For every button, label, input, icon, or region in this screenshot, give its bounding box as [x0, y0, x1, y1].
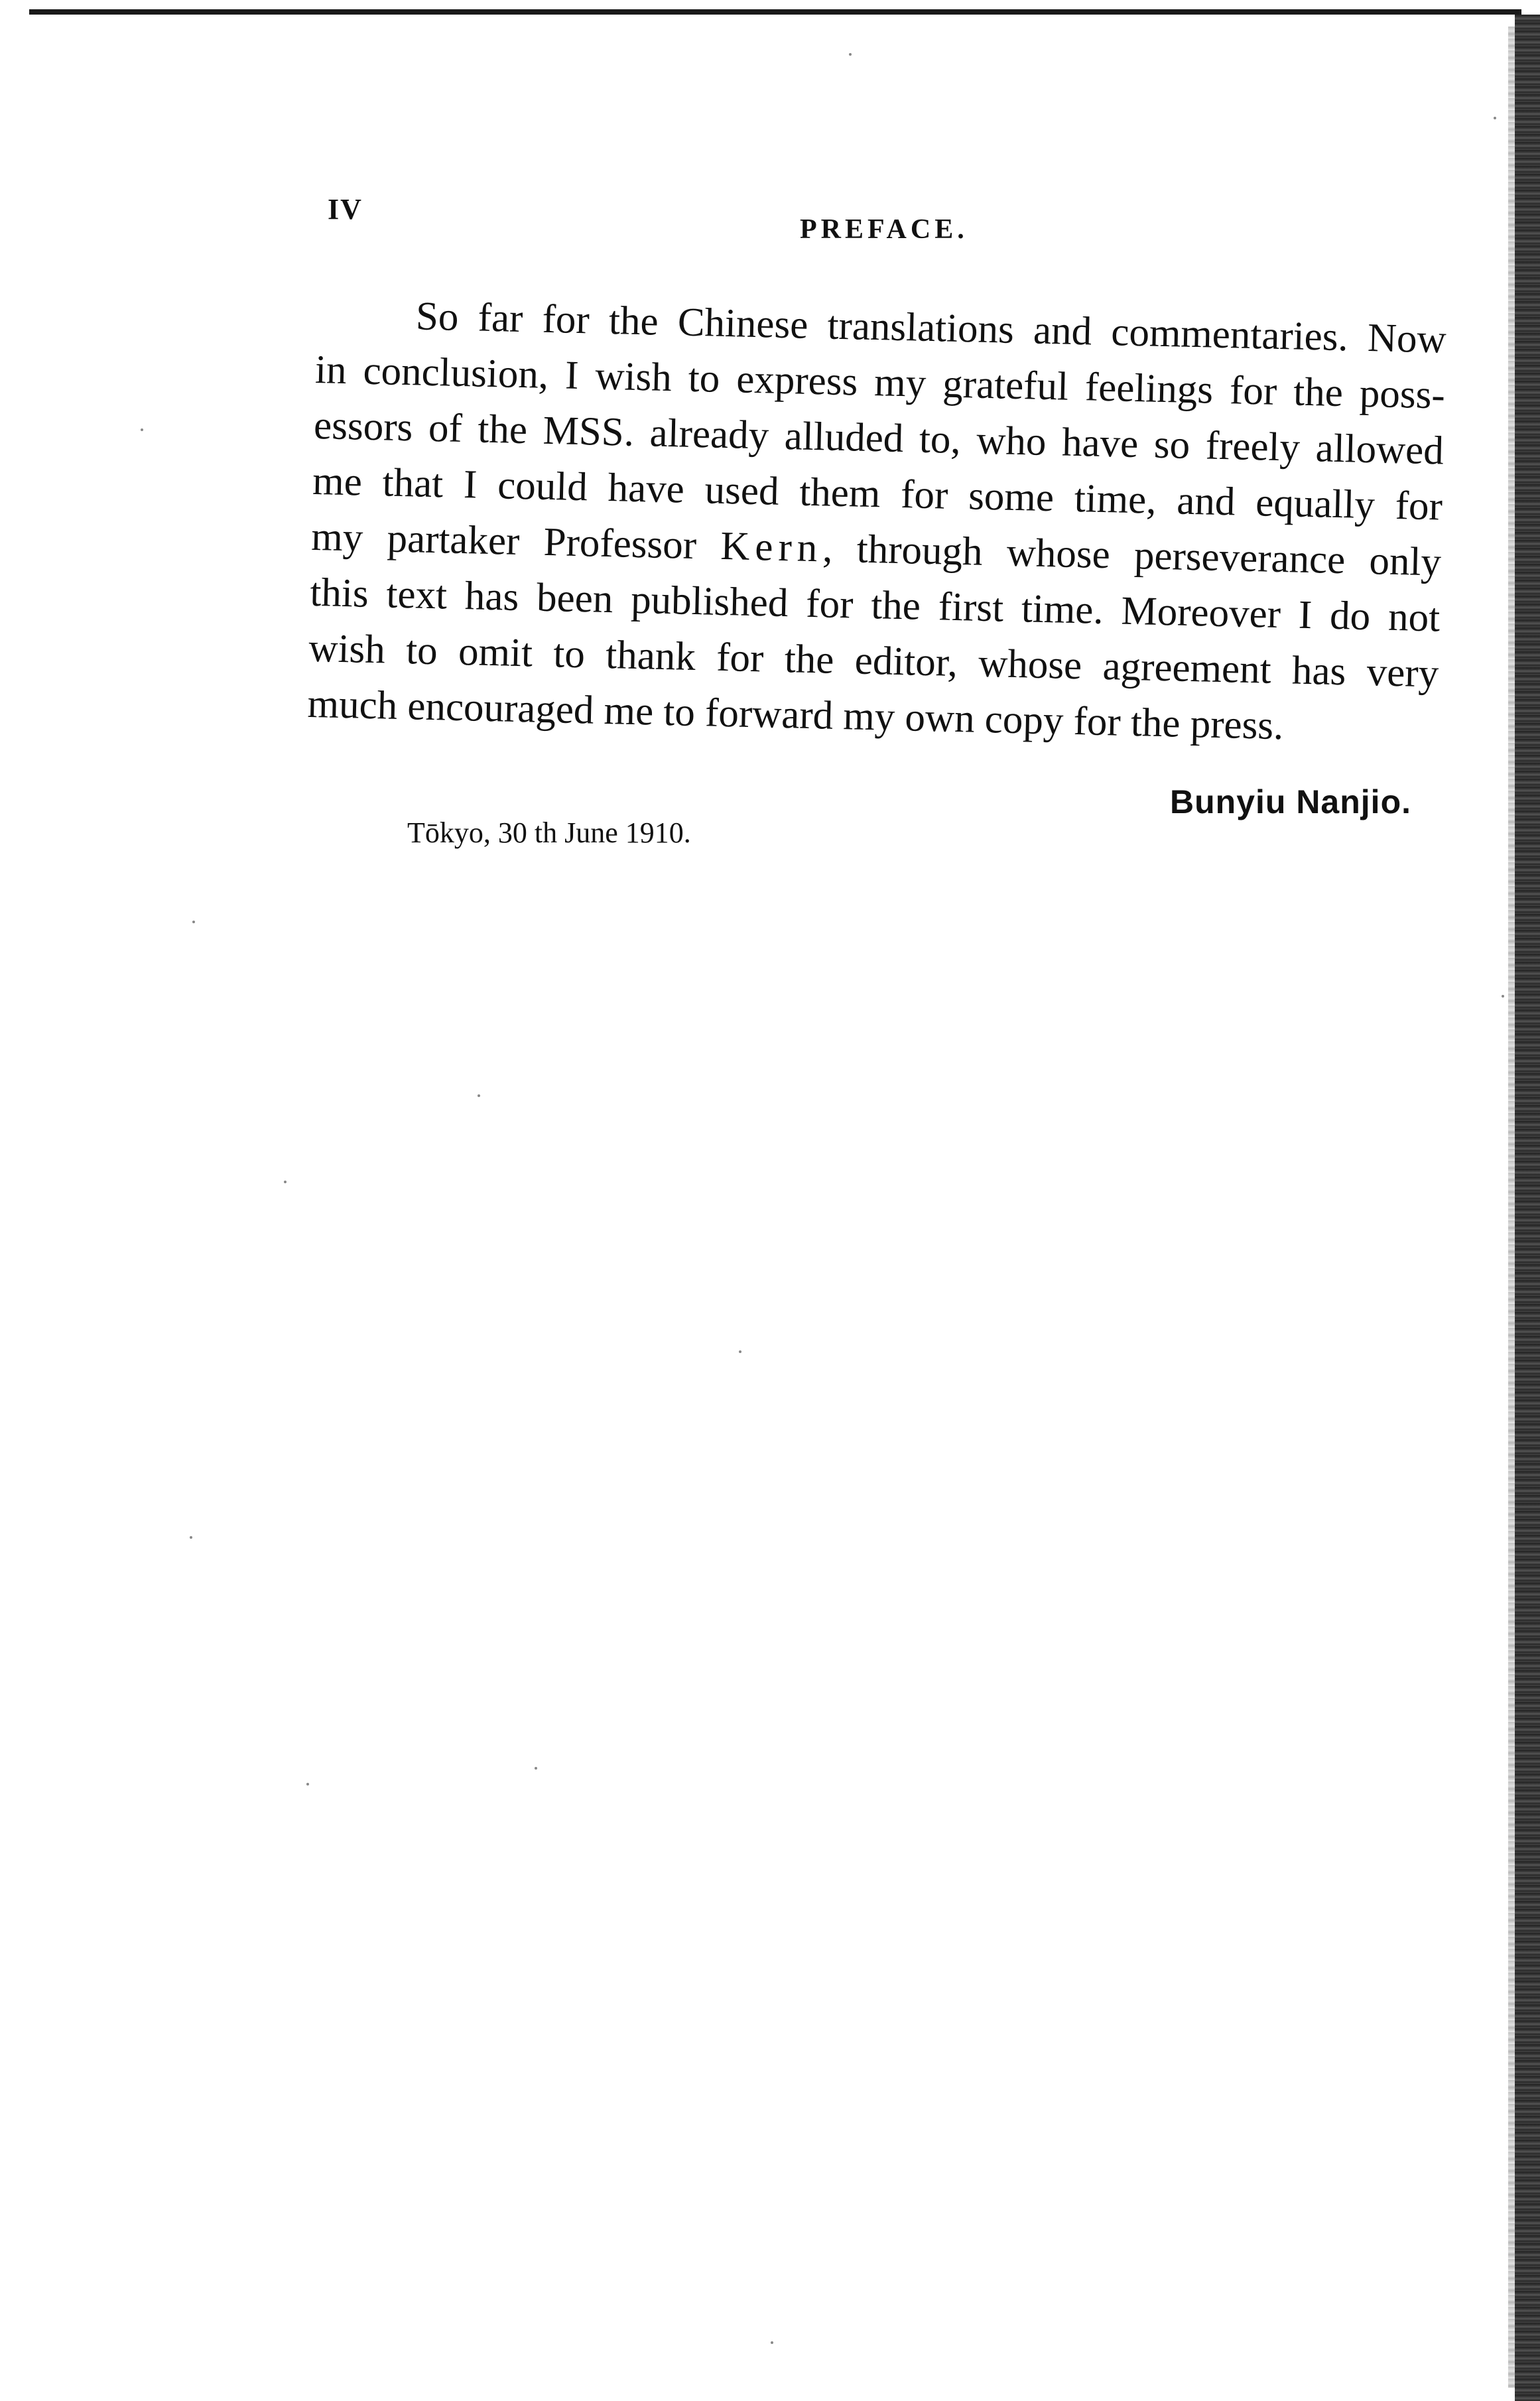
paper-speck: [849, 53, 852, 56]
name-kern: Kern: [720, 523, 824, 571]
paper-speck: [771, 2341, 773, 2344]
paper-speck: [192, 921, 195, 923]
page-number: IV: [328, 193, 363, 226]
page-edge-texture: [1508, 27, 1515, 2388]
dateline: Tōkyo, 30 th June 1910.: [407, 816, 691, 849]
paper-speck: [190, 1536, 192, 1539]
paper-speck: [306, 1783, 309, 1785]
paragraph-line: essors of the MSS. already alluded to, who have so freely allowed: [313, 403, 1444, 474]
paper-speck: [739, 1350, 741, 1353]
paragraph-line: wish to omit to thank for the editor, whose agreement has very: [308, 625, 1439, 696]
paper-speck: [284, 1181, 287, 1183]
paper-speck: [1502, 995, 1504, 998]
paper-speck: [535, 1767, 537, 1770]
top-rule: [29, 9, 1521, 15]
paragraph-line: me that I could have used them for some time, and equally for: [312, 458, 1443, 529]
preface-paragraph: [307, 287, 1447, 757]
paragraph-line: much encouraged me to forward my own copy for the press.: [306, 681, 1285, 749]
line-segment: my partaker Professor: [310, 514, 722, 568]
paper-speck: [141, 428, 143, 431]
page-edge-shadow: [1515, 15, 1540, 2401]
paper-speck: [478, 1094, 480, 1097]
line-segment: , through whose perseverance only: [822, 526, 1442, 585]
paper-speck: [1494, 117, 1496, 119]
paragraph-line: this text has been published for the first time. Moreover I do not: [309, 570, 1441, 641]
paragraph-line: in conclusion, I wish to express my grateful feelings for the poss-: [314, 347, 1446, 418]
paragraph-line: So far for the Chinese translations and commentaries. Now: [415, 294, 1447, 362]
signature: Bunyiu Nanjio.: [1170, 783, 1411, 820]
running-head: PREFACE.: [800, 214, 968, 245]
